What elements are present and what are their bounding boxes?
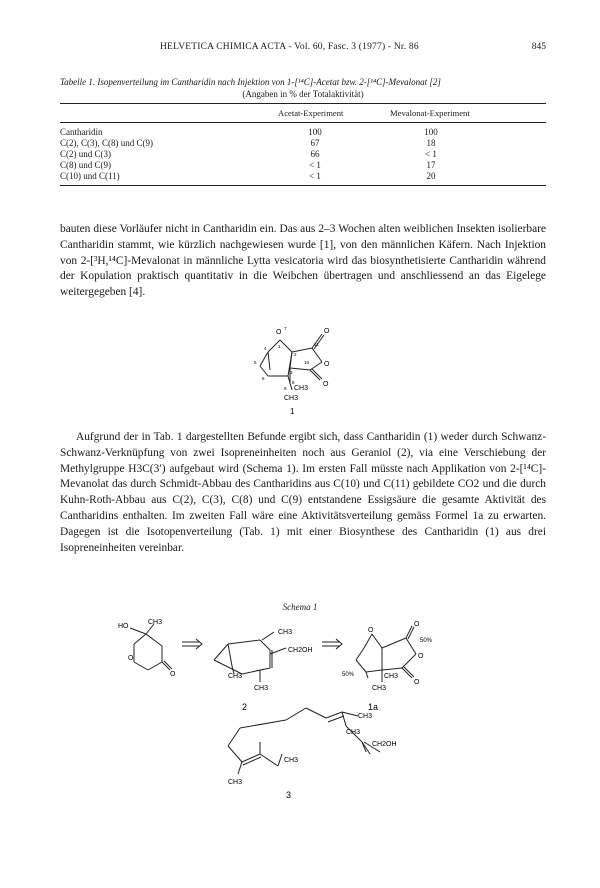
scheme-ch3-label: CH3 — [148, 619, 163, 626]
atom-o7: O — [276, 329, 282, 336]
acetat-value: 67 — [310, 138, 320, 148]
table-top-rule — [60, 103, 546, 104]
running-header — [60, 42, 546, 56]
mevalonat-value: 18 — [426, 138, 436, 148]
acetat-value: 100 — [308, 127, 322, 137]
atom-1: 1 — [278, 344, 281, 349]
column-header-mevalonat: Mevalonat-Experiment — [390, 108, 470, 118]
table-row — [60, 171, 546, 181]
compound-2-label: 2 — [242, 702, 248, 712]
cpd1a-ch3-2: CH3 — [372, 685, 387, 692]
geraniol-ch3-bottom: CH3 — [254, 685, 269, 692]
table-bottom-rule — [60, 185, 546, 186]
row-label: C(2), C(3), C(8) und C(9) — [60, 138, 153, 148]
row-label: C(10) und C(11) — [60, 171, 120, 181]
atom-8: 8 — [292, 380, 295, 385]
geraniol-ch3-left: CH3 — [228, 673, 243, 680]
atom-7: 7 — [284, 326, 287, 331]
atom-o-carbonyl-2: O — [323, 381, 329, 388]
cpd1a-o-ring: O — [418, 653, 424, 660]
atom-2: 2 — [294, 352, 297, 357]
body-paragraph-1 — [60, 222, 546, 301]
atom-o-carbonyl-1: O — [324, 328, 330, 335]
cpd1a-o-top: O — [414, 621, 420, 628]
mevalonat-value: 100 — [424, 127, 438, 137]
scheme-ho-label: HO — [118, 623, 129, 630]
row-label: C(8) und C(9) — [60, 160, 111, 170]
table-row — [60, 149, 546, 159]
table-row — [60, 127, 546, 137]
journal-citation: HELVETICA CHIMICA ACTA - Vol. 60, Fasc. 3 (1977) - Nr. 86 — [160, 42, 419, 52]
compound-1-label: 1 — [290, 407, 295, 416]
scheme-title: Schema 1 — [282, 602, 318, 612]
cpd1a-o-bridge: O — [368, 627, 374, 634]
atom-4: 4 — [264, 346, 267, 351]
acetat-value: < 1 — [309, 171, 321, 181]
scheme-1-diagram — [110, 614, 510, 804]
cpd3-ch2oh: CH2OH — [372, 741, 397, 748]
scheme-o-ring: O — [128, 655, 134, 662]
table-caption-title: Tabelle 1. Isopenverteilung im Cantharidin nach Injektion von 1-[¹⁴C]-Acetat bzw. 2-[¹⁴C]-Mevalonat [2] — [60, 77, 441, 87]
table-header-rule — [60, 122, 546, 123]
paragraph-text: bauten diese Vorläufer nicht in Cantharidin ein. Das aus 2–3 Wochen alten weiblichen Insekten isolierbare Cantharidin stammt, wie kürzlich nachgewiesen wurde [1], von den männlichen Käfern. Nach Injektion von 2-[³H,¹⁴C]-Mevalonat in männliche Lytta vesicatoria wird das biosynthetisierte Cantharidin während der Kopulation praktisch quantitativ in die Weibchen übertragen und anschliessend an das Eigelege weitergegeben [4]. — [60, 223, 546, 299]
table-caption — [60, 76, 546, 100]
cpd3-ch3-bottom: CH3 — [228, 779, 243, 786]
atom-9: 9 — [284, 386, 287, 391]
cpd1a-ch3-1: CH3 — [384, 673, 399, 680]
atom-3: 3 — [290, 370, 293, 375]
body-paragraph-2 — [60, 430, 546, 556]
mevalonat-value: < 1 — [425, 149, 437, 159]
row-label: C(2) und C(3) — [60, 149, 111, 159]
acetat-value: 66 — [310, 149, 320, 159]
cpd1a-o-bottom: O — [414, 679, 420, 686]
table-row — [60, 138, 546, 148]
atom-6: 6 — [262, 376, 265, 381]
compound-1a-label: 1a — [368, 702, 379, 712]
table-row — [60, 160, 546, 170]
table-caption-subtitle: (Angaben in % der Totalaktivität) — [242, 89, 364, 99]
row-label: Cantharidin — [60, 127, 103, 137]
cpd3-ch3-top: CH3 — [358, 713, 373, 720]
cpd3-ch3-right: CH3 — [284, 757, 299, 764]
cpd1a-50pct-top: 50% — [420, 638, 433, 644]
atom-5: 5 — [254, 360, 257, 365]
page-number: 845 — [531, 42, 546, 52]
cpd1a-50pct-left: 50% — [342, 672, 355, 678]
atom-10: 10 — [304, 360, 310, 365]
geraniol-ch3-top: CH3 — [278, 629, 293, 636]
paragraph-text: Aufgrund der in Tab. 1 dargestellten Befunde ergibt sich, dass Cantharidin (1) weder durch Schwanz-Schwanz-Verknüpfung von zwei Isopreneinheiten noch aus Geraniol (2), via eine Verschiebung der Methylgruppe H3C(3′) aufgebaut wird (Schema 1). Im ersten Fall müsste nach Applikation von 2-[¹⁴C]-Mevanolat das durch Schmidt-Abbau des Cantharidins aus C(10) und C(11) gebildete CO2 und die durch Kuhn-Roth-Abbau aus C(2), C(3), C(8) und C(9) entstandene Essigsäure die gesamte Aktivität des Cantharidins enthalten. Im zweiten Fall wäre eine Aktivitätsverteilung gemäss Formel 1a zu erwarten. Dagegen ist die Isotopenverteilung (Tab. 1) mit einer Biosynthese des Cantharidin (1) aus drei Isopreneinheiten vereinbar. — [60, 431, 546, 554]
column-header-acetat: Acetat-Experiment — [278, 108, 344, 118]
atom-11: 11 — [314, 342, 319, 347]
scheme-o-carbonyl: O — [170, 671, 176, 678]
compound-3-label: 3 — [286, 790, 292, 800]
mevalonat-value: 17 — [426, 160, 436, 170]
acetat-value: < 1 — [309, 160, 321, 170]
atom-o-ring: O — [324, 361, 330, 368]
geraniol-ch2oh: CH2OH — [288, 647, 313, 654]
mevalonat-value: 20 — [426, 171, 436, 181]
methyl-2: CH3 — [284, 395, 299, 402]
cpd3-ch3-mid: CH3 — [346, 729, 361, 736]
methyl-1: CH3 — [294, 385, 309, 392]
compound-1-structure — [240, 318, 360, 418]
